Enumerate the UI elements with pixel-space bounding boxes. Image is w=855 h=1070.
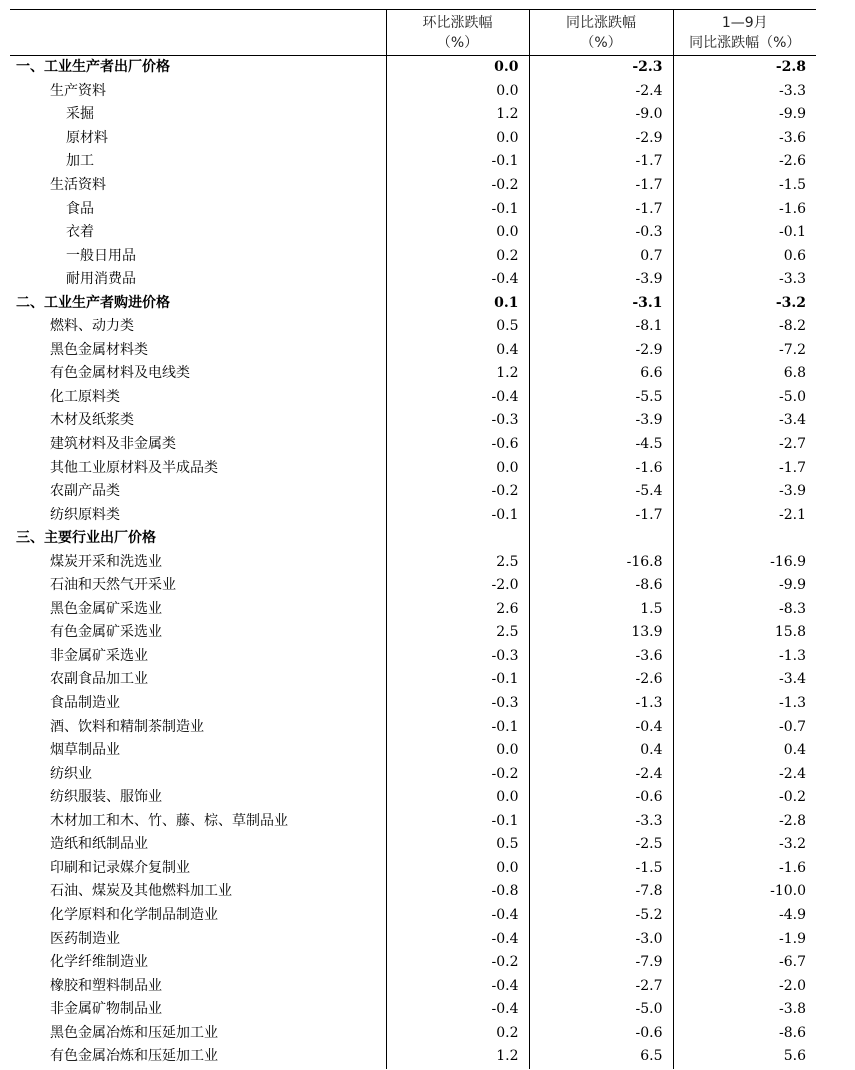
table-row xyxy=(10,456,816,480)
row-yoy-value: -2.9 xyxy=(529,339,673,363)
header-mom-line1: 环比涨跌幅 xyxy=(422,14,493,31)
header-ytd-line1: 1—9月 xyxy=(721,14,768,31)
row-ytd-value: 6.8 xyxy=(673,362,816,386)
row-ytd-value: -1.3 xyxy=(673,692,816,716)
row-mom-value: -0.2 xyxy=(386,480,529,504)
row-ytd-value: -8.6 xyxy=(673,1021,816,1045)
row-yoy-value: -7.8 xyxy=(529,880,673,904)
header-mom xyxy=(386,10,529,56)
header-ytd-line2: 同比涨跌幅（%） xyxy=(689,34,801,51)
row-name: 三、主要行业出厂价格 xyxy=(16,530,156,547)
row-mom-value: 0.2 xyxy=(386,1021,529,1045)
table-row xyxy=(10,927,816,951)
table-row xyxy=(10,56,816,80)
row-ytd-value: -1.5 xyxy=(673,174,816,198)
row-yoy-value: -1.6 xyxy=(529,456,673,480)
row-ytd-value: -2.4 xyxy=(673,762,816,786)
row-name: 印刷和记录媒介复制业 xyxy=(50,859,190,876)
row-yoy-value: -5.5 xyxy=(529,386,673,410)
row-ytd-value: -3.2 xyxy=(673,291,816,315)
row-yoy-value: 0.7 xyxy=(529,244,673,268)
table-row xyxy=(10,880,816,904)
row-yoy-value: -5.0 xyxy=(529,998,673,1022)
table-body xyxy=(10,56,816,1069)
row-mom-value: -0.3 xyxy=(386,692,529,716)
row-name: 建筑材料及非金属类 xyxy=(50,436,176,453)
row-ytd-value: -6.7 xyxy=(673,951,816,975)
row-mom-value: 0.0 xyxy=(386,80,529,104)
table-row xyxy=(10,550,816,574)
row-yoy-value: -2.7 xyxy=(529,974,673,998)
row-ytd-value: 0.6 xyxy=(673,244,816,268)
row-ytd-value: -1.6 xyxy=(673,857,816,881)
row-mom-value: 2.6 xyxy=(386,598,529,622)
row-yoy-value: -2.6 xyxy=(529,668,673,692)
table-row xyxy=(10,974,816,998)
row-ytd-value: -3.3 xyxy=(673,80,816,104)
header-mom-line2: （%） xyxy=(436,34,479,51)
row-name: 燃料、动力类 xyxy=(50,318,134,335)
row-yoy-value: -1.5 xyxy=(529,857,673,881)
header-ytd xyxy=(673,10,816,56)
row-mom-value: 0.4 xyxy=(386,339,529,363)
table-row xyxy=(10,150,816,174)
row-ytd-value: -8.3 xyxy=(673,598,816,622)
row-name: 化学原料和化学制品制造业 xyxy=(50,906,218,923)
row-ytd-value: -3.4 xyxy=(673,668,816,692)
row-name: 耐用消费品 xyxy=(66,271,136,288)
row-ytd-value: -2.1 xyxy=(673,503,816,527)
row-mom-value: -0.2 xyxy=(386,762,529,786)
row-ytd-value: -1.3 xyxy=(673,645,816,669)
row-yoy-value: -2.5 xyxy=(529,833,673,857)
row-ytd-value: -0.7 xyxy=(673,715,816,739)
table-row xyxy=(10,857,816,881)
row-name: 橡胶和塑料制品业 xyxy=(50,977,162,994)
row-mom-value: 0.0 xyxy=(386,857,529,881)
row-name: 酒、饮料和精制茶制造业 xyxy=(50,718,204,735)
row-name: 烟草制品业 xyxy=(50,742,120,759)
table-row xyxy=(10,762,816,786)
row-ytd-value: -3.9 xyxy=(673,480,816,504)
row-name: 医药制造业 xyxy=(50,930,120,947)
row-mom-value: -0.1 xyxy=(386,810,529,834)
row-name: 石油、煤炭及其他燃料加工业 xyxy=(50,883,232,900)
row-name: 有色金属冶炼和压延加工业 xyxy=(50,1048,218,1065)
row-name: 石油和天然气开采业 xyxy=(50,577,176,594)
row-ytd-value: 5.6 xyxy=(673,1045,816,1069)
table-row xyxy=(10,904,816,928)
table-row xyxy=(10,291,816,315)
table-row xyxy=(10,715,816,739)
row-yoy-value: -3.3 xyxy=(529,810,673,834)
row-mom-value: -0.4 xyxy=(386,927,529,951)
row-ytd-value: -1.7 xyxy=(673,456,816,480)
row-ytd-value: -2.8 xyxy=(673,810,816,834)
table-row xyxy=(10,574,816,598)
row-yoy-value: -5.2 xyxy=(529,904,673,928)
row-yoy-value: -16.8 xyxy=(529,550,673,574)
row-yoy-value: -0.6 xyxy=(529,1021,673,1045)
row-yoy-value: 0.4 xyxy=(529,739,673,763)
table-row xyxy=(10,244,816,268)
row-ytd-value: -8.2 xyxy=(673,315,816,339)
row-name: 黑色金属材料类 xyxy=(50,341,148,358)
row-mom-value: 0.5 xyxy=(386,315,529,339)
table-row xyxy=(10,951,816,975)
row-ytd-value: -4.9 xyxy=(673,904,816,928)
row-name: 一般日用品 xyxy=(66,247,136,264)
row-mom-value: 0.0 xyxy=(386,56,529,80)
row-name: 食品 xyxy=(66,200,94,217)
row-yoy-value: -2.4 xyxy=(529,80,673,104)
price-index-table xyxy=(10,9,816,1069)
row-mom-value: -0.3 xyxy=(386,409,529,433)
row-yoy-value xyxy=(529,527,673,551)
row-mom-value: -0.6 xyxy=(386,433,529,457)
row-yoy-value: -8.1 xyxy=(529,315,673,339)
row-name: 采掘 xyxy=(66,106,94,123)
table-row xyxy=(10,1045,816,1069)
row-mom-value: -0.1 xyxy=(386,197,529,221)
row-yoy-value: -2.4 xyxy=(529,762,673,786)
row-yoy-value: -3.6 xyxy=(529,645,673,669)
row-yoy-value: -1.7 xyxy=(529,197,673,221)
row-name: 纺织原料类 xyxy=(50,506,120,523)
table-row xyxy=(10,103,816,127)
row-mom-value: 0.0 xyxy=(386,127,529,151)
row-ytd-value: -9.9 xyxy=(673,574,816,598)
row-yoy-value: -4.5 xyxy=(529,433,673,457)
row-name: 黑色金属矿采选业 xyxy=(50,600,162,617)
row-yoy-value: -0.3 xyxy=(529,221,673,245)
table-row xyxy=(10,80,816,104)
table-row xyxy=(10,480,816,504)
row-ytd-value: -3.4 xyxy=(673,409,816,433)
row-ytd-value: -3.6 xyxy=(673,127,816,151)
row-ytd-value: -3.8 xyxy=(673,998,816,1022)
row-yoy-value: -9.0 xyxy=(529,103,673,127)
row-yoy-value: -2.3 xyxy=(529,56,673,80)
row-mom-value: -0.1 xyxy=(386,150,529,174)
row-name: 黑色金属冶炼和压延加工业 xyxy=(50,1024,218,1041)
table-row xyxy=(10,409,816,433)
row-mom-value: -0.2 xyxy=(386,951,529,975)
row-ytd-value: -0.1 xyxy=(673,221,816,245)
row-mom-value: -0.1 xyxy=(386,668,529,692)
row-ytd-value: -10.0 xyxy=(673,880,816,904)
header-row xyxy=(10,10,816,56)
table-row xyxy=(10,786,816,810)
row-name: 木材及纸浆类 xyxy=(50,412,134,429)
row-mom-value: 0.0 xyxy=(386,739,529,763)
table-row xyxy=(10,362,816,386)
header-yoy xyxy=(529,10,673,56)
row-ytd-value: -3.3 xyxy=(673,268,816,292)
row-mom-value: -0.4 xyxy=(386,386,529,410)
row-yoy-value: -3.9 xyxy=(529,268,673,292)
row-mom-value: 2.5 xyxy=(386,550,529,574)
row-yoy-value: 6.5 xyxy=(529,1045,673,1069)
row-name: 非金属矿物制品业 xyxy=(50,1001,162,1018)
row-mom-value: 0.0 xyxy=(386,786,529,810)
row-name: 生产资料 xyxy=(50,82,106,99)
table-row xyxy=(10,503,816,527)
row-ytd-value: 0.4 xyxy=(673,739,816,763)
row-name: 原材料 xyxy=(66,129,108,146)
row-mom-value: 1.2 xyxy=(386,362,529,386)
table-row xyxy=(10,268,816,292)
row-yoy-value: -3.9 xyxy=(529,409,673,433)
row-name: 其他工业原材料及半成品类 xyxy=(50,459,218,476)
row-name: 农副产品类 xyxy=(50,483,120,500)
table-row xyxy=(10,739,816,763)
row-name: 二、工业生产者购进价格 xyxy=(16,294,170,311)
row-name: 衣着 xyxy=(66,224,94,241)
row-yoy-value: -0.6 xyxy=(529,786,673,810)
row-yoy-value: -0.4 xyxy=(529,715,673,739)
table-row xyxy=(10,339,816,363)
row-ytd-value: -3.2 xyxy=(673,833,816,857)
row-ytd-value: -16.9 xyxy=(673,550,816,574)
row-mom-value: -0.4 xyxy=(386,904,529,928)
table-row xyxy=(10,1021,816,1045)
row-ytd-value: -7.2 xyxy=(673,339,816,363)
row-yoy-value: -1.7 xyxy=(529,150,673,174)
row-yoy-value: -7.9 xyxy=(529,951,673,975)
header-blank xyxy=(10,10,386,56)
row-yoy-value: -5.4 xyxy=(529,480,673,504)
row-ytd-value: -2.6 xyxy=(673,150,816,174)
row-ytd-value: -1.6 xyxy=(673,197,816,221)
row-ytd-value: -2.0 xyxy=(673,974,816,998)
row-name: 木材加工和木、竹、藤、棕、草制品业 xyxy=(50,812,288,829)
table-row xyxy=(10,197,816,221)
row-yoy-value: 1.5 xyxy=(529,598,673,622)
row-name: 造纸和纸制品业 xyxy=(50,836,148,853)
table-row xyxy=(10,810,816,834)
row-mom-value: 0.2 xyxy=(386,244,529,268)
row-name: 加工 xyxy=(66,153,94,170)
table-row xyxy=(10,174,816,198)
row-ytd-value: -2.8 xyxy=(673,56,816,80)
row-ytd-value: -9.9 xyxy=(673,103,816,127)
row-name: 纺织业 xyxy=(50,765,92,782)
row-mom-value: -0.8 xyxy=(386,880,529,904)
table-row xyxy=(10,433,816,457)
row-mom-value: 1.2 xyxy=(386,103,529,127)
row-ytd-value: 15.8 xyxy=(673,621,816,645)
row-yoy-value: -3.0 xyxy=(529,927,673,951)
table-row xyxy=(10,386,816,410)
table-row xyxy=(10,645,816,669)
row-mom-value: 0.0 xyxy=(386,456,529,480)
row-ytd-value: -2.7 xyxy=(673,433,816,457)
table-row xyxy=(10,527,816,551)
table-row xyxy=(10,598,816,622)
row-name: 化学纤维制造业 xyxy=(50,954,148,971)
row-mom-value: 0.1 xyxy=(386,291,529,315)
table-row xyxy=(10,127,816,151)
row-mom-value: -2.0 xyxy=(386,574,529,598)
row-name: 生活资料 xyxy=(50,177,106,193)
row-mom-value xyxy=(386,527,529,551)
table-header xyxy=(10,10,816,56)
row-yoy-value: -1.7 xyxy=(529,503,673,527)
row-mom-value: -0.2 xyxy=(386,174,529,198)
row-mom-value: -0.1 xyxy=(386,715,529,739)
header-yoy-line1: 同比涨跌幅 xyxy=(566,14,636,31)
row-ytd-value xyxy=(673,527,816,551)
row-mom-value: 0.5 xyxy=(386,833,529,857)
row-name: 煤炭开采和洗选业 xyxy=(50,553,162,570)
row-mom-value: 2.5 xyxy=(386,621,529,645)
row-name: 食品制造业 xyxy=(50,695,120,712)
row-mom-value: -0.4 xyxy=(386,998,529,1022)
row-mom-value: -0.4 xyxy=(386,268,529,292)
row-name: 农副食品加工业 xyxy=(50,671,148,688)
row-name: 有色金属矿采选业 xyxy=(50,624,162,641)
row-yoy-value: -8.6 xyxy=(529,574,673,598)
row-yoy-value: 13.9 xyxy=(529,621,673,645)
table-row xyxy=(10,221,816,245)
row-yoy-value: -3.1 xyxy=(529,291,673,315)
table-row xyxy=(10,621,816,645)
row-mom-value: -0.4 xyxy=(386,974,529,998)
row-mom-value: 1.2 xyxy=(386,1045,529,1069)
row-mom-value: -0.1 xyxy=(386,503,529,527)
row-mom-value: 0.0 xyxy=(386,221,529,245)
row-ytd-value: -5.0 xyxy=(673,386,816,410)
table-row xyxy=(10,315,816,339)
row-name: 一、工业生产者出厂价格 xyxy=(16,59,170,76)
row-yoy-value: 6.6 xyxy=(529,362,673,386)
row-ytd-value: -1.9 xyxy=(673,927,816,951)
header-yoy-line2: （%） xyxy=(580,34,622,51)
table-row xyxy=(10,833,816,857)
table-row xyxy=(10,998,816,1022)
row-name: 化工原料类 xyxy=(50,388,120,405)
table-row xyxy=(10,668,816,692)
row-yoy-value: -1.3 xyxy=(529,692,673,716)
row-name: 有色金属材料及电线类 xyxy=(50,365,190,382)
row-yoy-value: -1.7 xyxy=(529,174,673,198)
row-name: 纺织服装、服饰业 xyxy=(50,789,162,806)
row-mom-value: -0.3 xyxy=(386,645,529,669)
row-yoy-value: -2.9 xyxy=(529,127,673,151)
row-ytd-value: -0.2 xyxy=(673,786,816,810)
table-row xyxy=(10,692,816,716)
row-name: 非金属矿采选业 xyxy=(50,647,148,664)
